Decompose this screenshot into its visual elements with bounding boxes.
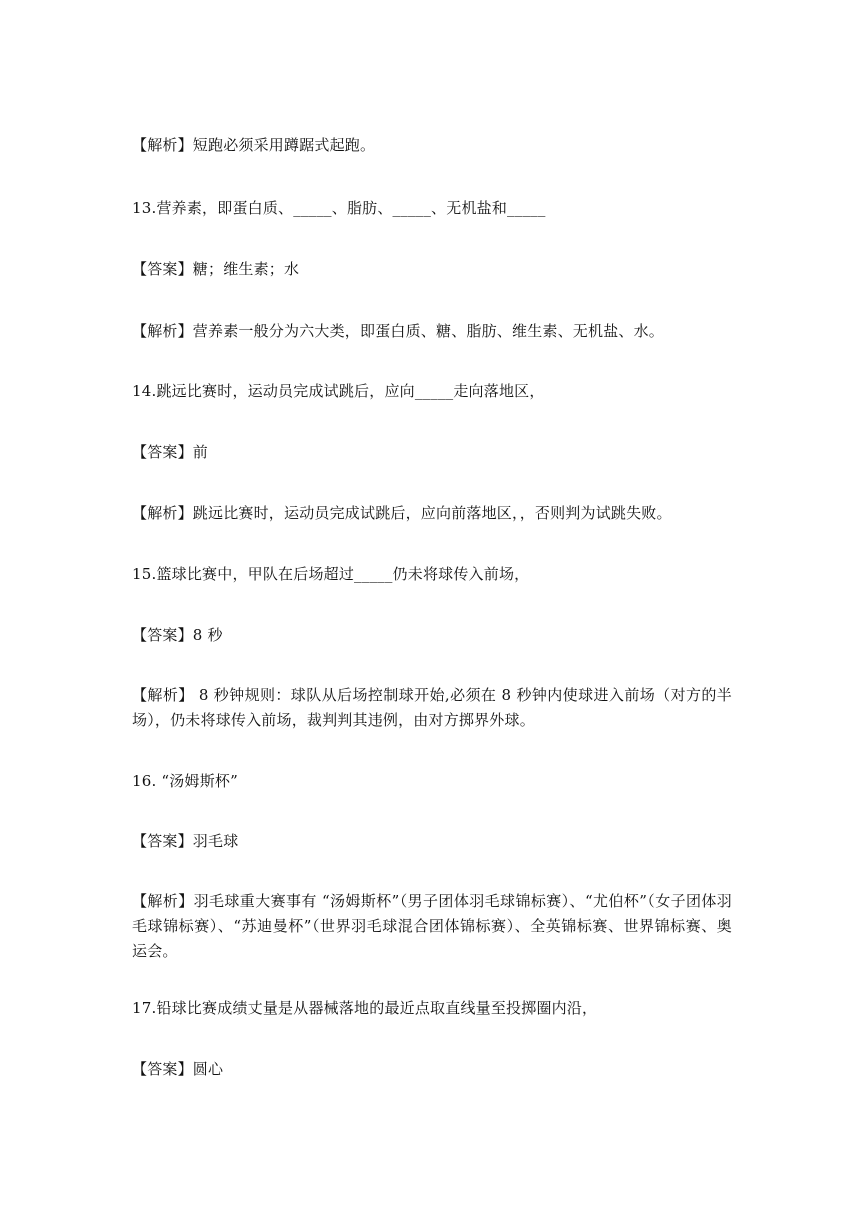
answer-16: 【答案】羽毛球 bbox=[132, 832, 239, 850]
answer-13: 【答案】糖；维生素；水 bbox=[132, 260, 300, 278]
question-16: 16. “汤姆斯杯” bbox=[132, 772, 238, 790]
answer-15: 【答案】8 秒 bbox=[132, 626, 223, 644]
analysis-12: 【解析】短跑必须采用蹲踞式起跑。 bbox=[132, 136, 376, 154]
answer-14: 【答案】前 bbox=[132, 443, 209, 461]
question-14: 14.跳远比赛时，运动员完成试跳后，应向_____走向落地区， bbox=[132, 382, 545, 400]
analysis-14: 【解析】跳远比赛时，运动员完成试跳后，应向前落地区，，否则判为试跳失败。 bbox=[132, 504, 672, 522]
answer-17: 【答案】圆心 bbox=[132, 1060, 224, 1078]
question-13: 13.营养素，即蛋白质、_____、脂肪、_____、无机盐和_____ bbox=[132, 199, 546, 217]
analysis-16: 【解析】羽毛球重大赛事有 “汤姆斯杯”（男子团体羽毛球锦标赛）、“尤伯杯”（女子团体羽毛球锦标赛）、“苏迪曼杯”（世界羽毛球混合团体锦标赛）、全英锦标赛、世界锦标赛、奥运会。 bbox=[132, 892, 732, 960]
analysis-15: 【解析】 8 秒钟规则：球队从后场控制球开始,必须在 8 秒钟内使球进入前场（对方的半场），仍未将球传入前场，裁判判其违例，由对方掷界外球。 bbox=[132, 686, 732, 729]
question-15: 15.篮球比赛中，甲队在后场超过_____仍未将球传入前场， bbox=[132, 565, 530, 583]
analysis-13: 【解析】营养素一般分为六大类，即蛋白质、糖、脂肪、维生素、无机盐、水。 bbox=[132, 322, 665, 340]
question-17: 17.铅球比赛成绩丈量是从器械落地的最近点取直线量至投掷圈内沿， bbox=[132, 999, 598, 1017]
